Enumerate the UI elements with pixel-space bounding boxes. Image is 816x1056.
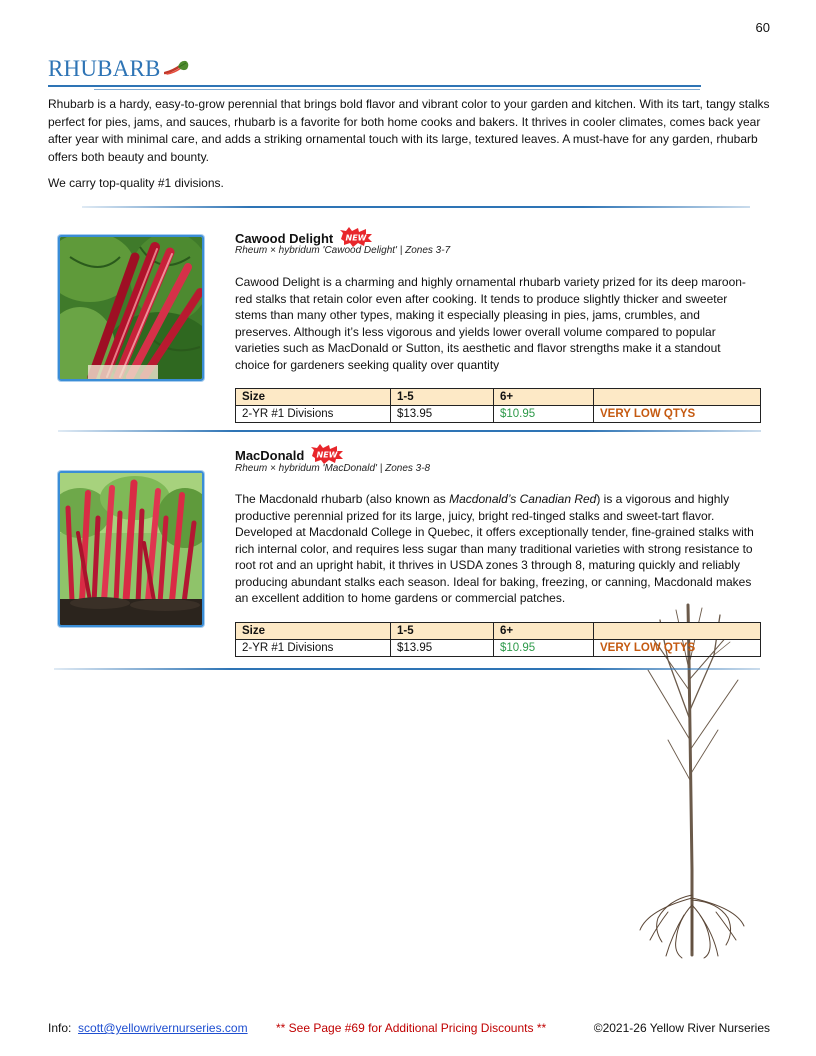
product-divider [54,668,760,670]
header-tier-6-plus: 6+ [494,389,594,406]
svg-text:NEW: NEW [345,233,367,243]
description-text: ) is a vigorous and highly productive perennial prized for its large, juicy, bright red-tinged stalks and sweet-tart flavor. Developed at Macdonald College in Quebec, it offers exceptionally tender, fine-grained stalks with rich internal color, and requires less sugar than many traditional varieties with strong resistance to root rot and an upright habit, it thrives in USDA zones 3 through 8, maturing quickly and reliably producing abundant stalks each season. Ideal for baking, freezing, or canning, Macdonald makes an excellent addition to home gardens or commercial patches. [235,492,754,605]
intro-divisions-note: We carry top-quality #1 divisions. [48,176,224,190]
product-divider [58,430,761,432]
footer-pricing-note: ** See Page #69 for Additional Pricing Discounts ** [276,1021,547,1035]
header-note [594,389,761,406]
title-rule [48,85,701,87]
table-header-row [236,389,761,406]
cell-price-1-5: $13.95 [391,640,494,657]
section-heading [48,56,190,82]
header-tier-6-plus: 6+ [494,623,594,640]
cell-size: 2-YR #1 Divisions [236,640,391,657]
product-description [235,491,755,607]
cell-size: 2-YR #1 Divisions [236,406,391,423]
page-title: RHUBARB [48,56,161,81]
cell-price-6-plus: $10.95 [494,640,594,657]
header-note [594,623,761,640]
footer-contact [48,1021,248,1035]
table-header-row [236,623,761,640]
section-divider [82,206,750,208]
cawood-delight-photo [58,235,204,381]
product-name-text: Cawood Delight [235,231,334,246]
table-row [236,640,761,657]
botanical-name: Rheum × hybridum 'MacDonald' | Zones 3-8 [235,463,431,474]
intro-paragraph: Rhubarb is a hardy, easy-to-grow perennial that brings bold flavor and vibrant color to your garden and kitchen. With its tart, tangy stalks perfect for pies, jams, and sauces, rhubarb is a favorite for both home cooks and bakers. It thrives in cooler climates, comes back year after year with minimal care, and adds a striking ornamental touch with its large, textured leaves. A must-have for any garden, rhubarb offers both beauty and bounty. [48,97,770,164]
header-size: Size [236,623,391,640]
svg-text:NEW: NEW [316,450,338,460]
page-number: 60 [755,20,770,35]
header-tier-1-5: 1-5 [391,389,494,406]
rhubarb-stalk-icon [164,60,190,81]
table-row [236,406,761,423]
macdonald-photo [58,471,204,627]
cell-stock-note: VERY LOW QTYS [594,406,761,423]
product-description: Cawood Delight is a charming and highly ornamental rhubarb variety prized for its deep maroon-red stalks that retain color even after cooking. It tends to produce slightly thicker and sweeter stems than many other types, making it especially pleasing in pies, jams, crumbles, and preserves. Although it’s less vigorous and yields lower overall volume compared to popular varieties such as MacDonald or Sutton, its aesthetic and flavor strengths make it a standout choice for gardeners seeking quality over quantity [235,275,746,372]
price-table [235,622,761,657]
cell-stock-note: VERY LOW QTYS [594,640,761,657]
title-rule-secondary [94,89,700,90]
cell-price-1-5: $13.95 [391,406,494,423]
description-text: The Macdonald rhubarb (also known as [235,492,450,506]
price-table [235,388,761,423]
footer-email-link[interactable]: scott@yellowrivernurseries.com [78,1021,248,1035]
footer-copyright: ©2021-26 Yellow River Nurseries [593,1021,770,1035]
product-name-text: MacDonald [235,448,305,463]
botanical-name: Rheum × hybridum 'Cawood Delight' | Zones 3-7 [235,245,451,256]
description-alias: Macdonald’s Canadian Red [449,492,597,506]
header-tier-1-5: 1-5 [391,623,494,640]
footer-info-label: Info: [48,1021,72,1035]
cell-price-6-plus: $10.95 [494,406,594,423]
header-size: Size [236,389,391,406]
